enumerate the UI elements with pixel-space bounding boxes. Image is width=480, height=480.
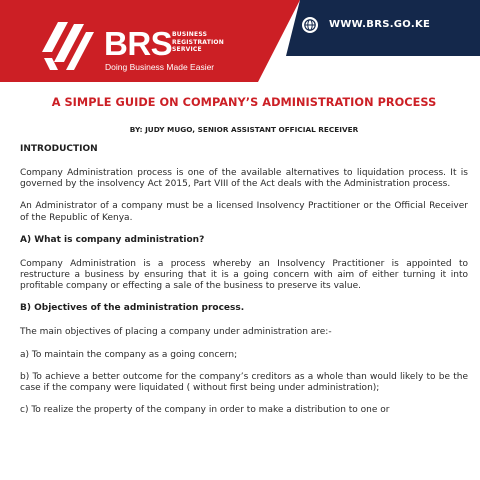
introduction-heading: INTRODUCTION <box>20 144 98 154</box>
section-b-heading: B) Objectives of the administration process. <box>20 303 245 314</box>
brand-tagline: Doing Business Made Easier <box>105 62 215 72</box>
introduction-paragraph: An Administrator of a company must be a licensed Insolvency Practitioner or the Official Receiver of the Republic of Kenya. <box>20 201 468 223</box>
author-byline: BY: JUDY MUGO, SENIOR ASSISTANT OFFICIAL RECEIVER <box>129 125 359 134</box>
brs-logo-icon <box>40 18 100 74</box>
introduction-paragraph: Company Administration process is one of the available alternatives to liquidation process. It is governed by the insolvency Act 2015, Part VIII of the Act deals with the Administration process. <box>20 168 468 190</box>
objective-item: b) To achieve a better outcome for the company’s creditors as a whole than would likely to be the case if the company were liquidated ( without first being under administration); <box>20 371 468 394</box>
website-link[interactable]: WWW.BRS.GO.KE <box>329 19 431 30</box>
brand-short-name: BRS <box>104 25 173 62</box>
brand-full-name <box>172 31 224 54</box>
brand-line: SERVICE <box>172 46 202 53</box>
page-header <box>0 0 480 82</box>
section-a-heading: A) What is company administration? <box>20 234 205 245</box>
section-b-intro: The main objectives of placing a company under administration are:- <box>20 327 332 338</box>
globe-icon <box>301 16 319 34</box>
document-title: A SIMPLE GUIDE ON COMPANY’S ADMINISTRATION PROCESS <box>51 96 437 109</box>
brand-line: REGISTRATION <box>172 38 224 46</box>
objective-item: c) To realize the property of the company in order to make a distribution to one or <box>20 405 390 416</box>
document-body <box>20 96 468 427</box>
objective-item: a) To maintain the company as a going concern; <box>20 349 238 360</box>
section-a-paragraph: Company Administration is a process whereby an Insolvency Practitioner is appointed to restructure a business by ensuring that it is a going concern with aim of either turning it into profitable company or effecting a sale of the business to preserve its value. <box>20 258 468 292</box>
brand-line: BUSINESS <box>172 31 208 38</box>
